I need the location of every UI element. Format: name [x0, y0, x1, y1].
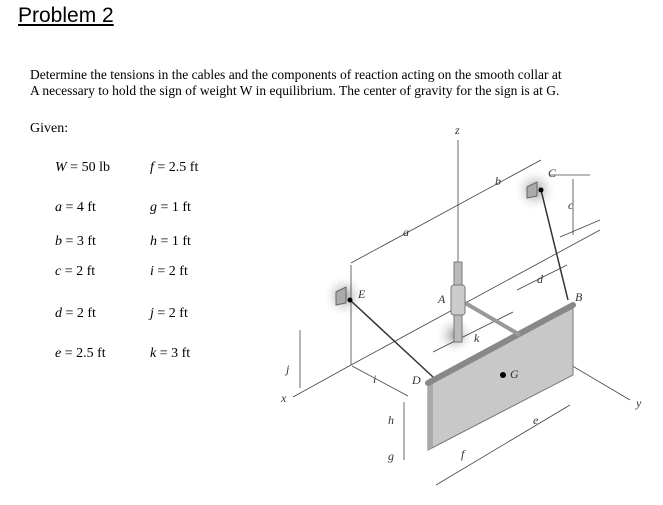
variable-value: = 4 ft	[65, 200, 96, 215]
variable-value: = 3 ft	[65, 234, 96, 249]
variable-name: e	[55, 346, 62, 361]
variable-value: = 50 lb	[70, 160, 110, 175]
variable-name: i	[150, 264, 154, 279]
problem-line-2: A necessary to hold the sign of weight W in equilibrium. The center of gravity for the sign is at G.	[30, 83, 560, 98]
label-c-point: C	[548, 166, 557, 180]
variable-name: d	[55, 306, 62, 321]
variable-value: = 2.5 ft	[157, 160, 199, 175]
center-of-gravity	[500, 372, 506, 378]
label-b-point: B	[575, 290, 583, 304]
variable-value: = 2 ft	[157, 306, 188, 321]
dim-label-e: e	[533, 413, 539, 427]
label-a-point: A	[438, 292, 446, 306]
label-z: z	[455, 123, 460, 137]
dim-label-g: g	[388, 449, 394, 463]
dim-label-c: c	[568, 198, 574, 212]
label-y: y	[636, 396, 642, 410]
x-axis	[293, 365, 351, 397]
variable-name: a	[55, 200, 62, 215]
variable-name: c	[55, 264, 62, 279]
collar-a	[451, 285, 465, 315]
label-e-point: E	[358, 287, 366, 301]
dim-label-d: d	[537, 272, 543, 286]
cable-de	[350, 300, 433, 377]
label-x: x	[281, 391, 287, 405]
dim-label-b: b	[495, 174, 501, 188]
variable-name: h	[150, 234, 157, 249]
variable-name: g	[150, 200, 157, 215]
dim-label-f: f	[461, 447, 465, 461]
page-title: Problem 2	[18, 4, 114, 27]
dim-label-k: k	[474, 331, 480, 345]
variable-value: = 2 ft	[65, 306, 96, 321]
dim-i	[352, 366, 408, 396]
variable-value: = 2 ft	[157, 264, 188, 279]
variable-name: k	[150, 346, 157, 361]
problem-line-1: Determine the tensions in the cables and the components of reaction acting on the smooth collar at	[30, 67, 562, 82]
given-label: Given:	[30, 121, 69, 136]
label-d-point: D	[412, 373, 421, 387]
dim-ab	[351, 160, 541, 263]
variable-name: b	[55, 234, 62, 249]
variable-name: f	[150, 160, 154, 175]
dim-label-i: i	[373, 372, 377, 386]
variable-value: = 2 ft	[64, 264, 96, 279]
variable-value: = 1 ft	[160, 200, 191, 215]
variable-value: = 1 ft	[160, 234, 191, 249]
dim-label-h: h	[388, 413, 394, 427]
dim-label-j: j	[286, 362, 290, 376]
variable-name: j	[150, 306, 154, 321]
dim-label-a: a	[403, 225, 409, 239]
label-g-point: G	[510, 367, 519, 381]
variable-value: = 2.5 ft	[64, 346, 106, 361]
variable-value: = 3 ft	[159, 346, 191, 361]
variable-name: W	[55, 160, 67, 175]
cable-bc	[541, 190, 568, 300]
